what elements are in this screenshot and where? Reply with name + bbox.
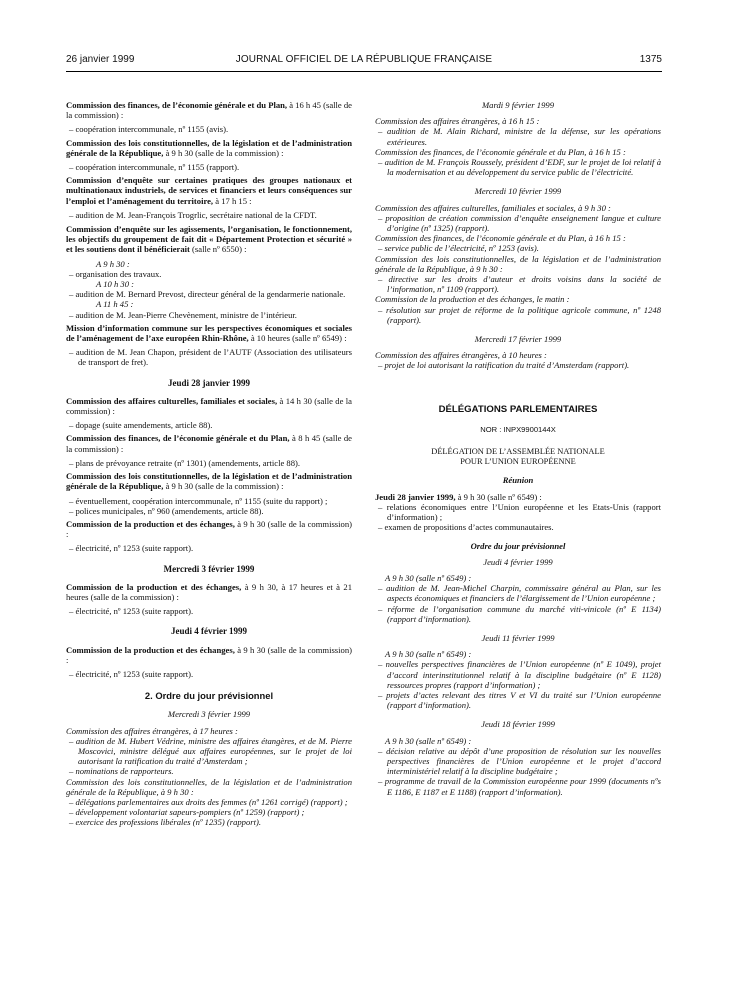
agenda-block: Commission des affaires étrangères, à 16 h 15 : xyxy=(375,116,540,127)
meeting-time: à 14 h 30 (salle de la commission) : xyxy=(66,395,352,417)
committee-name: Mission d’information commune sur les perspectives économiques et sociales de l’aménagement de l’axe européen Rhin-Rhône, xyxy=(66,322,352,344)
header-date: 26 janvier 1999 xyxy=(66,54,135,65)
date-heading: Jeudi 18 février 1999 xyxy=(481,719,555,730)
agenda-item: – coopération intercommunale, nº 1155 (avis). xyxy=(69,124,229,135)
agenda-item: – électricité, nº 1253 (suite rapport). xyxy=(69,543,194,554)
delegation-title-line: DÉLÉGATION DE L’ASSEMBLÉE NATIONALE xyxy=(431,447,605,457)
agenda-item: – service public de l’électricité, nº 1253 (avis). xyxy=(378,243,539,254)
agenda-block: Commission des finances, de l’économie générale et du Plan, à 16 h 15 : xyxy=(375,146,626,157)
nor-reference: NOR : INPX9900144X xyxy=(480,424,556,434)
date-heading: Mercredi 3 février 1999 xyxy=(163,563,255,574)
agenda-item: – nouvelles perspectives financières de l’Union européenne (nº E 1049), projet d’accord interinstitutionnel relatif à la discipline budgétaire (nº E 1128) ressources propres (rapport d’information) ; xyxy=(378,659,661,690)
header-rule xyxy=(66,71,662,72)
time-slot: A 9 h 30 (salle nº 6549) : xyxy=(385,649,472,660)
time-slot: A 9 h 30 (salle nº 6549) : xyxy=(385,735,472,746)
agenda-item: – électricité, nº 1253 (suite rapport). xyxy=(69,668,194,679)
meeting-time: à 9 h 30, à 17 heures et à 21 heures (salle de la commission) : xyxy=(66,581,353,602)
agenda-item: – audition de M. Alain Richard, ministre de la défense, sur les opérations extérieures. xyxy=(378,126,661,147)
agenda-item: – relations économiques entre l’Union européenne et les Etats-Unis (rapport d’information) ; xyxy=(378,501,661,523)
committee-name: Commission d’enquête sur les agissements, l’organisation, le fonctionnement, les objectifs du groupement de fait dit « Département Protection et sécurité » et les soutiens dont il bénéficierait xyxy=(66,224,352,255)
agenda-item: – audition de M. Hubert Védrine, ministre des affaires étangères, et de M. Pierre Moscovici, ministre délégué aux affaires européennes, sur le projet de loi autorisant la ratification du traité d’Amsterdam ; xyxy=(69,735,352,767)
committee-name: Commission de la production et des échanges, xyxy=(66,518,235,529)
agenda-block xyxy=(66,323,352,343)
header-title: JOURNAL OFFICIEL DE LA RÉPUBLIQUE FRANÇAISE xyxy=(235,54,493,65)
left-column xyxy=(66,100,352,828)
time-slot: A 10 h 30 : xyxy=(96,279,135,290)
agenda-item: – plans de prévoyance retraite (nº 1301) (amendements, article 88). xyxy=(69,457,301,468)
meeting-time: à 8 h 45 (salle de la commission) : xyxy=(66,433,352,454)
meeting-date: Jeudi 28 janvier 1999, xyxy=(375,491,456,502)
agenda-block xyxy=(66,175,352,206)
agenda-block xyxy=(66,471,352,491)
meeting-time: à 9 h 30 (salle de la commission) : xyxy=(66,644,352,665)
meeting-time: à 10 heures (salle nº 6549) : xyxy=(250,333,347,344)
header-page-number: 1375 xyxy=(639,54,662,65)
agenda-item: – audition de M. Jean Chapon, président de l’AUTF (Association des utilisateurs de transport de fret). xyxy=(69,347,352,368)
agenda-item: – électricité, nº 1253 (suite rapport). xyxy=(69,606,194,617)
agenda-block xyxy=(66,224,352,255)
agenda-item: – projets d’actes relevant des titres V et VI du traité sur l’Union européenne (rapport d’information). xyxy=(378,689,661,711)
agenda-item: – audition de M. François Roussely, président d’EDF, sur le projet de loi relatif à la modernisation et au développement du service public de l’électricité. xyxy=(378,157,661,178)
committee-name: Commission des affaires culturelles, familiales et sociales, xyxy=(66,395,278,406)
agenda-item: – coopération intercommunale, nº 1155 (rapport). xyxy=(69,162,240,173)
committee-name: Commission de la production et des échanges, xyxy=(66,644,235,655)
agenda-item: – nominations de rapporteurs. xyxy=(69,766,174,777)
agenda-block: Commission des affaires étrangères, à 17 heures : xyxy=(66,725,238,736)
agenda-block: Commission de la production et des échanges, le matin : xyxy=(375,294,570,305)
agenda-block xyxy=(66,433,352,453)
agenda-item: – décision relative au dépôt d’une proposition de résolution sur les nouvelles perspectives financières de l’Union européenne et le projet d’accord interministériel relatif à la discipline budgétaire ; xyxy=(378,745,661,777)
date-heading: Mercredi 3 février 1999 xyxy=(167,709,251,720)
agenda-item: – éventuellement, coopération intercommunale, nº 1155 (suite du rapport) ; xyxy=(69,495,328,506)
time-slot: A 11 h 45 : xyxy=(96,299,134,310)
agenda-item: – résolution sur projet de réforme de la politique agricole commune, nº 1248 (rapport). xyxy=(378,304,661,325)
meeting-time: à 9 h 30 (salle de la commission) : xyxy=(66,518,352,540)
committee-name: Commission des finances, de l’économie générale et du Plan, xyxy=(66,433,290,444)
date-heading: Jeudi 4 février 1999 xyxy=(483,556,553,567)
agenda-item: – programme de travail de la Commission européenne pour 1999 (documents nºs E 1186, E 1187 et E 1188) (rapport d’information). xyxy=(378,776,661,797)
date-heading: Mardi 9 février 1999 xyxy=(481,100,554,110)
date-heading: Jeudi 4 février 1999 xyxy=(170,626,248,637)
agenda-block xyxy=(66,100,352,120)
date-heading: Mercredi 10 février 1999 xyxy=(474,186,562,197)
meeting-time: à 9 h 30 (salle de la commission) : xyxy=(165,147,284,158)
agenda-item: – audition de M. Jean-Michel Charpin, commissaire général au Plan, sur les aspects économiques et financiers de l’élargissement de l’Union européenne ; xyxy=(378,583,661,604)
agenda-item: – réforme de l’organisation commune du marché viti-vinicole (nº E 1134) (rapport d’information). xyxy=(378,603,661,624)
agenda-item: – organisation des travaux. xyxy=(69,268,162,279)
section-heading: DÉLÉGATIONS PARLEMENTAIRES xyxy=(438,403,598,415)
date-heading: Jeudi 11 février 1999 xyxy=(481,632,555,643)
committee-name: Commission de la production et des échanges, xyxy=(66,581,242,592)
time-slot: A 9 h 30 (salle nº 6549) : xyxy=(385,572,472,583)
subsection-heading: Réunion xyxy=(502,475,534,486)
page-header xyxy=(66,54,662,68)
meeting-time: à 9 h 30 (salle de la commission) : xyxy=(165,481,284,492)
agenda-block: Commission des lois constitutionnelles, de la législation et de l’administration générale de la République, à 9 h 30 : xyxy=(66,776,352,797)
agenda-block: Commission des lois constitutionnelles, de la législation et de l’administration générale de la République, à 9 h 30 : xyxy=(375,253,661,274)
agenda-item: – développement volontariat sapeurs-pompiers (nº 1259) (rapport) ; xyxy=(69,807,305,818)
agenda-item: – audition de M. Jean-François Trogrlic, secrétaire national de la CFDT. xyxy=(69,209,317,220)
meeting-time: à 9 h 30 (salle nº 6549) : xyxy=(457,491,542,502)
agenda-block: Commission des finances, de l’économie générale et du Plan, à 16 h 15 : xyxy=(375,233,626,244)
agenda-item: – exercice des professions libérales (nº 1235) (rapport). xyxy=(69,817,262,828)
agenda-block xyxy=(66,519,352,539)
agenda-block: Commission des affaires étrangères, à 10 heures : xyxy=(375,350,547,361)
date-heading: Jeudi 28 janvier 1999 xyxy=(167,377,251,388)
meeting-time: à 16 h 45 (salle de la commission) : xyxy=(66,100,352,121)
agenda-item: – audition de M. Jean-Pierre Chevènement, ministre de l’intérieur. xyxy=(69,309,297,320)
committee-name: Commission des finances, de l’économie générale et du Plan, xyxy=(66,100,288,110)
committee-name: Commission d’enquête sur certaines pratiques des groupes nationaux et multinationaux industriels, de services et financiers et leurs conséquences sur l’emploi et l’aménagement du territoire, xyxy=(66,175,352,206)
committee-name: Commission des lois constitutionnelles, de la législation et de l’administration générale de la République, xyxy=(66,137,352,158)
agenda-item: – projet de loi autorisant la ratification du traité d’Amsterdam (rapport). xyxy=(378,360,630,371)
meeting-time: à 17 h 15 : xyxy=(215,195,252,206)
agenda-block xyxy=(66,645,352,665)
subsection-heading: Ordre du jour prévisionnel xyxy=(470,540,566,551)
date-heading: Mercredi 17 février 1999 xyxy=(474,334,562,345)
committee-name: Commission des lois constitutionnelles, de la législation et de l’administration générale de la République, xyxy=(66,471,352,492)
time-slot: A 9 h 30 : xyxy=(96,258,130,269)
agenda-item: – audition de M. Bernard Prevost, directeur général de la gendarmerie nationale. xyxy=(69,289,346,300)
section-heading: 2. Ordre du jour prévisionnel xyxy=(144,690,274,702)
agenda-block xyxy=(375,492,661,502)
agenda-item: – délégations parlementaires aux droits des femmes (nº 1261 corrigé) (rapport) ; xyxy=(69,796,348,807)
meeting-time: (salle nº 6550) : xyxy=(192,244,247,255)
agenda-block xyxy=(66,582,352,602)
agenda-item: – proposition de création commission d’enquête enseignement langue et culture d’origine (nº 1325) (rapport). xyxy=(378,212,661,234)
agenda-item: – dopage (suite amendements, article 88). xyxy=(69,420,213,431)
agenda-block xyxy=(66,396,352,416)
agenda-item: – polices municipales, nº 960 (amendements, article 88). xyxy=(69,505,264,516)
agenda-block: Commission des affaires culturelles, familiales et sociales, à 9 h 30 : xyxy=(375,202,611,213)
agenda-block xyxy=(66,138,352,158)
delegation-title-line: POUR L’UNION EUROPÉENNE xyxy=(460,457,576,467)
agenda-item: – directive sur les droits d’auteur et droits voisins dans la société de l’information, nº 1109 (rapport). xyxy=(378,274,661,295)
agenda-item: – examen de propositions d’actes communautaires. xyxy=(378,522,554,533)
right-column xyxy=(375,100,661,797)
delegation-title xyxy=(375,447,661,467)
